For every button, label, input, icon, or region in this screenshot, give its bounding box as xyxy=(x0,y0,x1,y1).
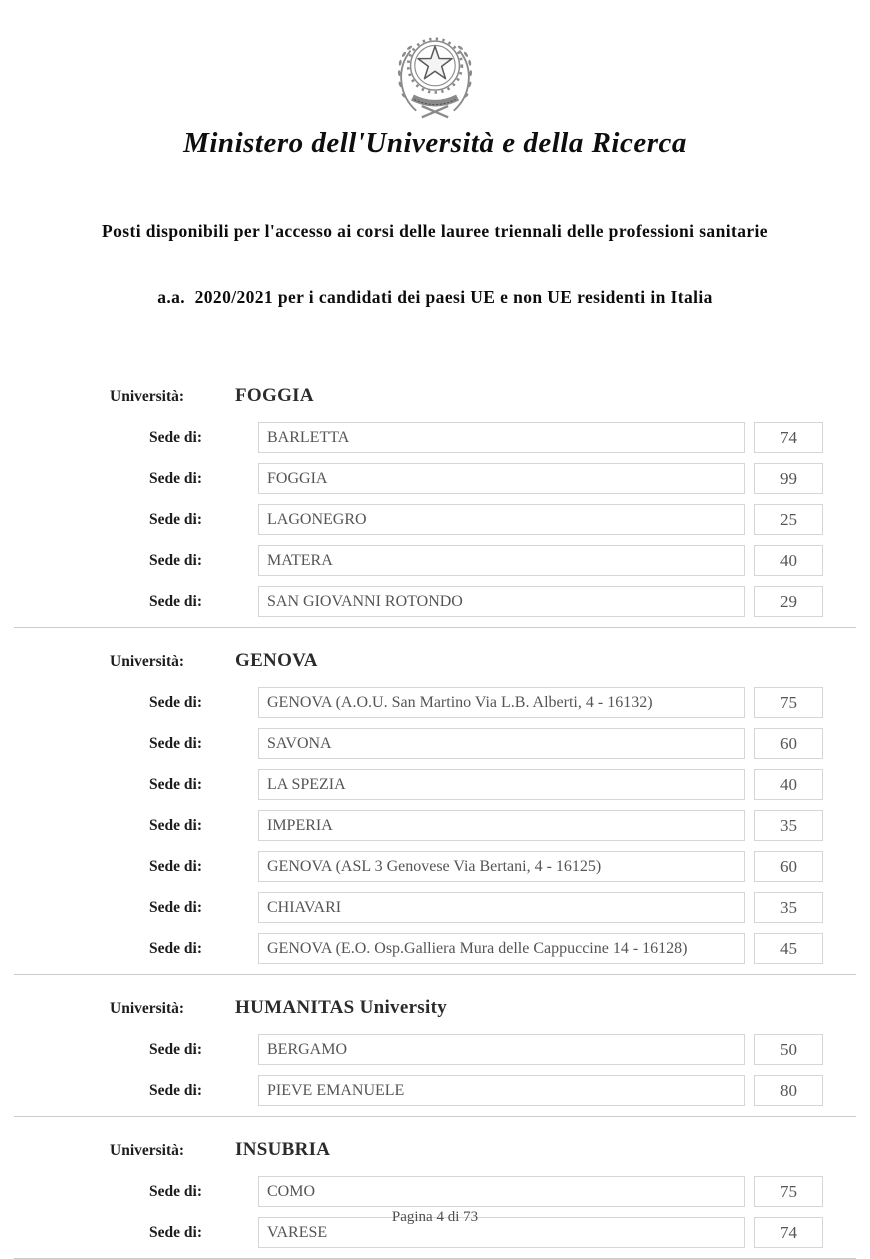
sede-value: SAN GIOVANNI ROTONDO xyxy=(267,593,463,610)
sede-value-field xyxy=(258,586,745,617)
sede-label: Sede di: xyxy=(149,857,202,875)
sede-value-field xyxy=(258,810,745,841)
page-indicator: Pagina 4 di 73 xyxy=(391,1209,479,1225)
posti-value-field xyxy=(754,810,823,841)
posti-value: 45 xyxy=(780,939,797,958)
section-divider xyxy=(14,627,856,628)
sede-value-field xyxy=(258,769,745,800)
sede-value: VARESE xyxy=(267,1224,328,1241)
sede-label: Sede di: xyxy=(149,592,202,610)
sede-row xyxy=(0,933,870,964)
sede-value: GENOVA (A.O.U. San Martino Via L.B. Alberti, 4 - 16132) xyxy=(267,694,653,711)
posti-value: 80 xyxy=(780,1081,797,1100)
sede-row xyxy=(0,892,870,923)
posti-value-field xyxy=(754,586,823,617)
sede-row xyxy=(0,1034,870,1065)
posti-value-field xyxy=(754,463,823,494)
sede-row xyxy=(0,687,870,718)
posti-value: 35 xyxy=(780,816,797,835)
sede-label: Sede di: xyxy=(149,428,202,446)
sede-value: MATERA xyxy=(267,552,333,569)
sede-value-field xyxy=(258,545,745,576)
sede-value: BERGAMO xyxy=(267,1041,348,1058)
sede-value-field xyxy=(258,1176,745,1207)
posti-value-field xyxy=(754,687,823,718)
section-divider xyxy=(14,1116,856,1117)
section-rows xyxy=(0,687,870,964)
sede-row xyxy=(0,422,870,453)
sede-row xyxy=(0,1075,870,1106)
sede-value-field xyxy=(258,851,745,882)
university-name: INSUBRIA xyxy=(235,1139,331,1160)
sede-label: Sede di: xyxy=(149,1040,202,1058)
posti-value-field xyxy=(754,728,823,759)
heading-line-2: a.a. 2020/2021 per i candidati dei paesi UE e non UE residenti in Italia xyxy=(157,287,713,307)
posti-value: 99 xyxy=(780,469,797,488)
posti-value-field xyxy=(754,1075,823,1106)
document-page xyxy=(0,28,870,1259)
sede-value-field xyxy=(258,687,745,718)
posti-value: 60 xyxy=(780,857,797,876)
sede-label: Sede di: xyxy=(149,898,202,916)
posti-value-field xyxy=(754,422,823,453)
sede-value: BARLETTA xyxy=(267,429,350,446)
university-label: Università: xyxy=(110,1000,185,1017)
university-header xyxy=(110,385,870,409)
posti-value: 25 xyxy=(780,510,797,529)
sede-label: Sede di: xyxy=(149,510,202,528)
university-section xyxy=(0,997,870,1117)
document-heading xyxy=(0,176,870,352)
university-label: Università: xyxy=(110,1142,185,1159)
sede-label: Sede di: xyxy=(149,775,202,793)
university-label: Università: xyxy=(110,388,185,405)
sede-value-field xyxy=(258,463,745,494)
sede-value-field xyxy=(258,1034,745,1065)
sede-label: Sede di: xyxy=(149,693,202,711)
sede-value-field xyxy=(258,504,745,535)
posti-value-field xyxy=(754,504,823,535)
posti-value-field xyxy=(754,545,823,576)
posti-value: 35 xyxy=(780,898,797,917)
sede-row xyxy=(0,728,870,759)
sede-value: SAVONA xyxy=(267,735,332,752)
sections xyxy=(0,385,870,1259)
university-header xyxy=(110,1139,870,1163)
sede-value: IMPERIA xyxy=(267,817,333,834)
sede-value: CHIAVARI xyxy=(267,899,342,916)
posti-value: 40 xyxy=(780,775,797,794)
sede-row xyxy=(0,1176,870,1207)
university-header xyxy=(110,997,870,1021)
posti-value-field xyxy=(754,1034,823,1065)
posti-value-field xyxy=(754,851,823,882)
sede-value: COMO xyxy=(267,1183,316,1200)
sede-label: Sede di: xyxy=(149,939,202,957)
sede-label: Sede di: xyxy=(149,469,202,487)
sede-value-field xyxy=(258,892,745,923)
sede-label: Sede di: xyxy=(149,551,202,569)
sede-row xyxy=(0,545,870,576)
posti-value: 50 xyxy=(780,1040,797,1059)
sede-value-field xyxy=(258,422,745,453)
posti-value-field xyxy=(754,769,823,800)
sede-row xyxy=(0,586,870,617)
university-name: HUMANITAS University xyxy=(235,997,448,1018)
posti-value: 74 xyxy=(780,1223,797,1242)
sede-label: Sede di: xyxy=(149,1223,202,1241)
sede-label: Sede di: xyxy=(149,1081,202,1099)
posti-value: 74 xyxy=(780,428,797,447)
section-divider xyxy=(14,974,856,975)
posti-value: 29 xyxy=(780,592,797,611)
sede-row xyxy=(0,463,870,494)
sede-value: FOGGIA xyxy=(267,470,328,487)
sede-label: Sede di: xyxy=(149,734,202,752)
posti-value: 75 xyxy=(780,1182,797,1201)
sede-row xyxy=(0,810,870,841)
posti-value-field xyxy=(754,1176,823,1207)
section-rows xyxy=(0,422,870,617)
posti-value: 60 xyxy=(780,734,797,753)
ministry-title: Ministero dell'Università e della Ricerca xyxy=(183,127,687,159)
sede-value: PIEVE EMANUELE xyxy=(267,1082,405,1099)
posti-value: 40 xyxy=(780,551,797,570)
sede-value: GENOVA (E.O. Osp.Galliera Mura delle Cappuccine 14 - 16128) xyxy=(267,940,688,957)
italy-emblem-icon xyxy=(387,28,483,122)
heading-line-1: Posti disponibili per l'accesso ai corsi delle lauree triennali delle professioni sanitarie xyxy=(102,221,768,241)
posti-value: 75 xyxy=(780,693,797,712)
posti-value-field xyxy=(754,892,823,923)
university-section xyxy=(0,650,870,975)
university-section xyxy=(0,1139,870,1259)
university-label: Università: xyxy=(110,653,185,670)
sede-value: LAGONEGRO xyxy=(267,511,367,528)
sede-value-field xyxy=(258,933,745,964)
sede-label: Sede di: xyxy=(149,1182,202,1200)
university-section xyxy=(0,385,870,628)
sede-value-field xyxy=(258,728,745,759)
sede-value: GENOVA (ASL 3 Genovese Via Bertani, 4 - 16125) xyxy=(267,858,602,875)
sede-label: Sede di: xyxy=(149,816,202,834)
posti-value-field xyxy=(754,933,823,964)
university-name: GENOVA xyxy=(235,650,318,671)
sede-value: LA SPEZIA xyxy=(267,776,346,793)
section-rows xyxy=(0,1034,870,1106)
sede-row xyxy=(0,851,870,882)
university-name: FOGGIA xyxy=(235,385,314,406)
sede-value-field xyxy=(258,1075,745,1106)
sede-row xyxy=(0,504,870,535)
university-header xyxy=(110,650,870,674)
sede-row xyxy=(0,769,870,800)
